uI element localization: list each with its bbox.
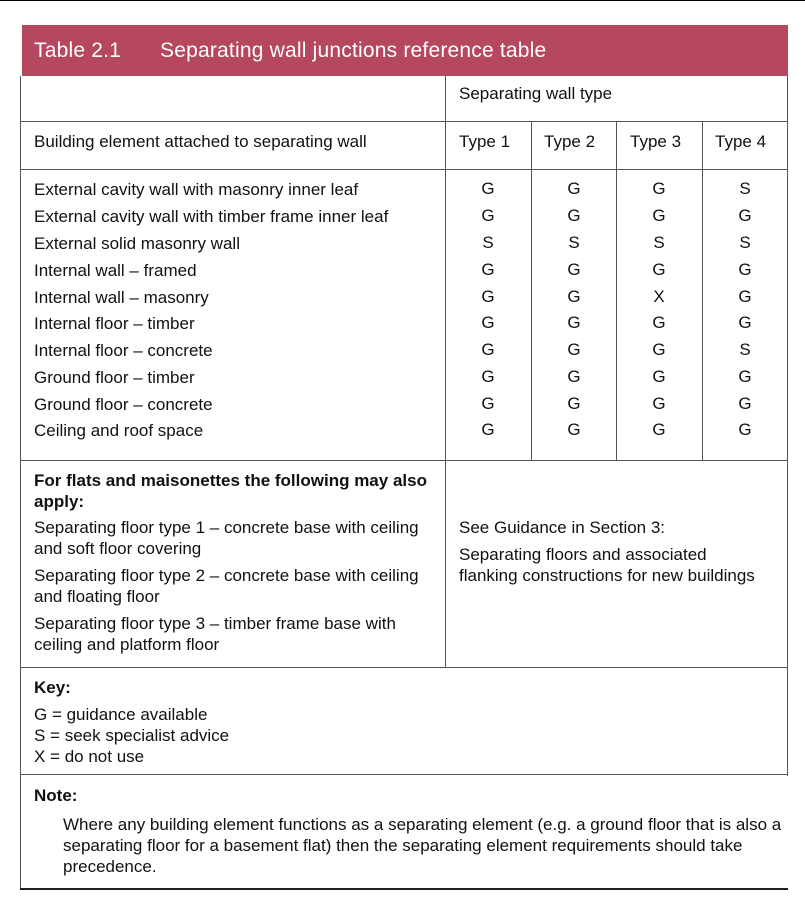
value-cell: G (567, 206, 581, 225)
value-cell: S (739, 179, 751, 198)
key-item: G = guidance available (34, 705, 208, 724)
value-cell: G (652, 394, 666, 413)
value-cell: G (481, 179, 495, 198)
table-title: Separating wall junctions reference table (160, 38, 547, 62)
value-cell: G (738, 394, 752, 413)
value-cell: S (482, 233, 494, 252)
value-cell: G (567, 313, 581, 332)
value-cell: G (652, 179, 666, 198)
value-cell: G (652, 206, 666, 225)
junctions-table (20, 76, 788, 890)
guidance-reference: See Guidance in Section 3: (459, 518, 666, 537)
value-cell: G (481, 367, 495, 386)
element-label: External cavity wall with masonry inner leaf (34, 180, 359, 199)
value-cell: G (481, 340, 495, 359)
value-cell: G (738, 420, 752, 439)
separating-floor-item: Separating floor type 3 – timber frame base with ceiling and platform floor (34, 614, 396, 654)
key-item: S = seek specialist advice (34, 726, 230, 745)
value-cell: G (567, 260, 581, 279)
value-cell: G (738, 206, 752, 225)
value-cell: G (738, 313, 752, 332)
key-heading: Key: (34, 678, 71, 697)
value-cell: G (652, 420, 666, 439)
value-cell: G (567, 287, 581, 306)
value-cell: S (739, 340, 751, 359)
element-label: External cavity wall with timber frame inner leaf (34, 207, 389, 226)
element-label: Internal floor – timber (34, 314, 195, 333)
value-cell: S (653, 233, 665, 252)
type-4-header: Type 4 (715, 132, 767, 151)
type-3-header: Type 3 (630, 132, 682, 151)
group-header: Separating wall type (459, 84, 613, 103)
flats-heading: For flats and maisonettes the following may also apply: (34, 471, 427, 511)
table-border-left (20, 76, 21, 890)
value-cell: G (481, 287, 495, 306)
value-cell: G (738, 287, 752, 306)
top-rule (0, 0, 805, 1)
type-1-header: Type 1 (459, 132, 511, 151)
value-cell: X (653, 287, 665, 306)
table-title-banner (22, 25, 788, 76)
value-cell: G (652, 260, 666, 279)
rule-body-end (20, 460, 788, 461)
value-cell: G (567, 367, 581, 386)
value-cell: G (567, 420, 581, 439)
value-cell: G (481, 260, 495, 279)
value-cell: S (739, 233, 751, 252)
rule-header-1 (20, 121, 788, 122)
separating-floor-item: Separating floor type 2 – concrete base with ceiling and floating floor (34, 566, 419, 606)
table-number: Table 2.1 (34, 38, 122, 62)
note-text: Where any building element functions as a separating element (e.g. a ground floor that is also a separating floor for a basement flat) then the separating element requirements should take precedence. (63, 815, 782, 876)
value-cell: G (481, 206, 495, 225)
element-label: Ground floor – concrete (34, 395, 213, 414)
element-label: Internal wall – framed (34, 261, 197, 280)
value-cell: G (652, 313, 666, 332)
value-cell: G (481, 313, 495, 332)
table-border-bottom (20, 888, 788, 890)
element-label: Ceiling and roof space (34, 421, 204, 440)
value-cell: G (738, 260, 752, 279)
rule-header-2 (20, 169, 788, 170)
separating-floor-item: Separating floor type 1 – concrete base with ceiling and soft floor covering (34, 518, 419, 558)
value-cell: G (567, 179, 581, 198)
element-label: Ground floor – timber (34, 368, 195, 387)
rule-key-end (20, 774, 788, 775)
value-cell: G (481, 394, 495, 413)
value-cell: G (738, 367, 752, 386)
type-2-header: Type 2 (544, 132, 596, 151)
value-cell: S (568, 233, 580, 252)
value-cell: G (652, 367, 666, 386)
rule-flats-end (20, 667, 788, 668)
value-cell: G (567, 394, 581, 413)
row-header: Building element attached to separating wall (34, 132, 367, 151)
guidance-detail: Separating floors and associated flanking constructions for new buildings (459, 545, 755, 585)
note-heading: Note: (34, 786, 78, 805)
element-label: Internal floor – concrete (34, 341, 213, 360)
value-cell: G (567, 340, 581, 359)
element-label: External solid masonry wall (34, 234, 240, 253)
element-label: Internal wall – masonry (34, 288, 209, 307)
value-cell: G (481, 420, 495, 439)
key-item: X = do not use (34, 747, 145, 766)
value-cell: G (652, 340, 666, 359)
